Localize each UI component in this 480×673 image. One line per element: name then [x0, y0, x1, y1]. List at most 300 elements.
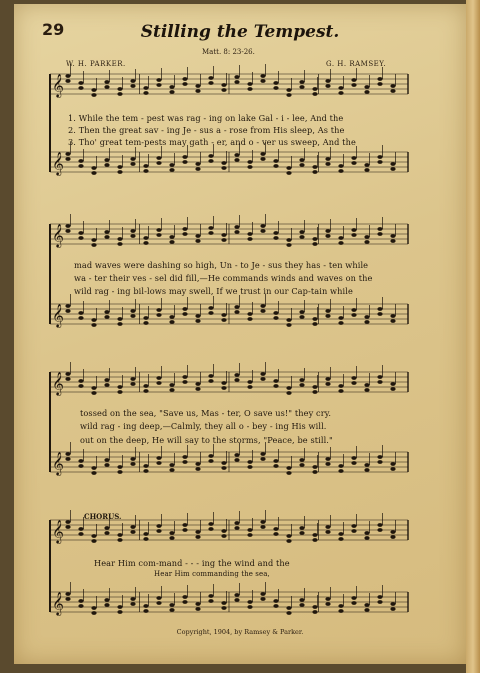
note-head: [260, 224, 265, 228]
note-head: [247, 533, 252, 537]
note-head: [364, 315, 369, 319]
note-head: [195, 84, 200, 88]
note-head: [286, 539, 291, 543]
note-head: [208, 226, 213, 230]
note-head: [195, 89, 200, 93]
note-head: [91, 534, 96, 538]
clef-icon: 𝄞: [52, 371, 64, 395]
note-head: [390, 319, 395, 323]
note-head: [273, 379, 278, 383]
note-head: [130, 382, 135, 386]
note-head: [260, 372, 265, 376]
note-head: [338, 236, 343, 240]
note-head: [299, 315, 304, 319]
note-head: [208, 379, 213, 383]
note-head: [130, 597, 135, 601]
note-head: [234, 225, 239, 229]
note-head: [91, 466, 96, 470]
note-head: [299, 383, 304, 387]
note-head: [351, 156, 356, 160]
note-head: [182, 460, 187, 464]
note-head: [325, 309, 330, 313]
note-head: [169, 603, 174, 607]
note-head: [104, 383, 109, 387]
note-head: [299, 310, 304, 314]
note-head: [286, 238, 291, 242]
note-head: [130, 377, 135, 381]
note-head: [286, 166, 291, 170]
note-head: [130, 314, 135, 318]
system-3-verse-2: wild rag - ing deep,—Calmly, they all o - bey - ing His will.: [80, 421, 327, 431]
note-head: [208, 454, 213, 458]
note-head: [156, 83, 161, 87]
note-head: [221, 381, 226, 385]
note-head: [130, 157, 135, 161]
note-head: [234, 526, 239, 530]
note-head: [156, 313, 161, 317]
note-head: [234, 521, 239, 525]
note-head: [78, 311, 83, 315]
note-head: [351, 524, 356, 528]
note-head: [78, 164, 83, 168]
note-head: [338, 86, 343, 90]
note-head: [247, 160, 252, 164]
note-head: [182, 375, 187, 379]
note-head: [260, 452, 265, 456]
note-head: [78, 81, 83, 85]
note-head: [390, 167, 395, 171]
note-head: [104, 158, 109, 162]
note-head: [169, 388, 174, 392]
note-head: [312, 87, 317, 91]
note-head: [390, 382, 395, 386]
note-head: [65, 309, 70, 313]
note-head: [325, 602, 330, 606]
note-head: [156, 161, 161, 165]
note-head: [312, 322, 317, 326]
note-head: [169, 531, 174, 535]
note-head: [130, 309, 135, 313]
note-head: [338, 321, 343, 325]
note-head: [156, 308, 161, 312]
note-head: [65, 229, 70, 233]
note-head: [78, 159, 83, 163]
note-head: [377, 523, 382, 527]
note-head: [169, 536, 174, 540]
note-head: [221, 466, 226, 470]
note-head: [338, 91, 343, 95]
note-head: [390, 239, 395, 243]
note-head: [364, 90, 369, 94]
note-head: [130, 462, 135, 466]
note-head: [221, 166, 226, 170]
note-head: [364, 608, 369, 612]
note-head: [195, 462, 200, 466]
note-head: [234, 598, 239, 602]
note-head: [208, 374, 213, 378]
adjacent-page-edge: [466, 0, 480, 673]
note-head: [364, 531, 369, 535]
note-head: [195, 467, 200, 471]
note-head: [299, 230, 304, 234]
note-head: [377, 600, 382, 604]
note-head: [377, 160, 382, 164]
note-head: [143, 389, 148, 393]
note-head: [247, 460, 252, 464]
note-head: [221, 233, 226, 237]
note-head: [156, 529, 161, 533]
note-head: [104, 458, 109, 462]
note-head: [182, 595, 187, 599]
note-head: [130, 525, 135, 529]
note-head: [234, 158, 239, 162]
note-head: [351, 456, 356, 460]
note-head: [325, 84, 330, 88]
note-head: [195, 162, 200, 166]
note-head: [299, 531, 304, 535]
clef-icon: 𝄞: [52, 451, 64, 475]
page-number: 29: [42, 20, 65, 39]
note-head: [208, 159, 213, 163]
note-head: [299, 235, 304, 239]
note-head: [130, 602, 135, 606]
note-head: [104, 531, 109, 535]
system-2-verse-2: wa - ter their ves - sel did fill,—He commands winds and waves on the: [74, 273, 373, 283]
note-head: [273, 81, 278, 85]
note-head: [221, 161, 226, 165]
note-head: [325, 234, 330, 238]
note-head: [312, 610, 317, 614]
note-head: [65, 597, 70, 601]
note-head: [143, 321, 148, 325]
note-head: [325, 314, 330, 318]
note-head: [377, 460, 382, 464]
note-head: [65, 377, 70, 381]
note-head: [312, 92, 317, 96]
note-head: [221, 386, 226, 390]
note-head: [169, 163, 174, 167]
note-head: [312, 170, 317, 174]
note-head: [208, 154, 213, 158]
note-head: [65, 592, 70, 596]
note-head: [247, 528, 252, 532]
note-head: [299, 526, 304, 530]
note-head: [260, 592, 265, 596]
note-head: [91, 391, 96, 395]
note-head: [195, 530, 200, 534]
note-head: [351, 83, 356, 87]
note-head: [247, 87, 252, 91]
note-head: [247, 317, 252, 321]
note-head: [299, 458, 304, 462]
note-head: [364, 85, 369, 89]
note-head: [208, 81, 213, 85]
note-head: [260, 157, 265, 161]
note-head: [208, 594, 213, 598]
note-head: [195, 535, 200, 539]
note-head: [247, 232, 252, 236]
note-head: [273, 236, 278, 240]
note-head: [312, 237, 317, 241]
note-head: [377, 595, 382, 599]
note-head: [182, 77, 187, 81]
note-head: [195, 319, 200, 323]
note-head: [273, 532, 278, 536]
note-head: [247, 380, 252, 384]
note-head: [91, 166, 96, 170]
note-head: [221, 238, 226, 242]
note-head: [65, 224, 70, 228]
note-head: [286, 93, 291, 97]
note-head: [117, 538, 122, 542]
note-head: [338, 316, 343, 320]
note-head: [299, 85, 304, 89]
chorus-label: CHORUS.: [84, 512, 122, 521]
note-head: [143, 384, 148, 388]
note-head: [91, 88, 96, 92]
note-head: [299, 598, 304, 602]
note-head: [91, 606, 96, 610]
note-head: [299, 80, 304, 84]
note-head: [208, 306, 213, 310]
note-head: [234, 378, 239, 382]
note-head: [156, 376, 161, 380]
note-head: [143, 537, 148, 541]
note-head: [351, 596, 356, 600]
clef-icon: 𝄞: [52, 519, 64, 543]
note-head: [364, 320, 369, 324]
note-head: [221, 461, 226, 465]
note-head: [390, 314, 395, 318]
note-head: [169, 235, 174, 239]
system-3-verse-1: tossed on the sea, "Save us, Mas - ter, O save us!" they cry.: [80, 408, 332, 418]
note-head: [273, 604, 278, 608]
note-head: [377, 77, 382, 81]
note-head: [234, 310, 239, 314]
note-head: [273, 316, 278, 320]
note-head: [364, 235, 369, 239]
note-head: [221, 318, 226, 322]
note-head: [390, 535, 395, 539]
note-head: [65, 457, 70, 461]
note-head: [299, 158, 304, 162]
note-head: [260, 457, 265, 461]
note-head: [377, 227, 382, 231]
note-head: [338, 464, 343, 468]
note-head: [78, 464, 83, 468]
note-head: [78, 86, 83, 90]
note-head: [234, 453, 239, 457]
note-head: [273, 86, 278, 90]
note-head: [260, 152, 265, 156]
note-head: [351, 376, 356, 380]
note-head: [390, 89, 395, 93]
note-head: [117, 465, 122, 469]
note-head: [221, 313, 226, 317]
note-head: [338, 389, 343, 393]
note-head: [208, 311, 213, 315]
note-head: [325, 229, 330, 233]
note-head: [390, 387, 395, 391]
note-head: [143, 91, 148, 95]
note-head: [195, 382, 200, 386]
note-head: [117, 470, 122, 474]
note-head: [273, 231, 278, 235]
note-head: [273, 384, 278, 388]
note-head: [65, 525, 70, 529]
note-head: [104, 463, 109, 467]
note-head: [104, 85, 109, 89]
note-head: [104, 310, 109, 314]
note-head: [91, 539, 96, 543]
note-head: [195, 239, 200, 243]
note-head: [156, 156, 161, 160]
note-head: [351, 78, 356, 82]
note-head: [78, 384, 83, 388]
note-head: [260, 597, 265, 601]
note-head: [156, 456, 161, 460]
note-head: [299, 163, 304, 167]
note-head: [221, 88, 226, 92]
note-head: [182, 455, 187, 459]
note-head: [273, 311, 278, 315]
note-head: [325, 462, 330, 466]
note-head: [351, 529, 356, 533]
note-head: [364, 163, 369, 167]
note-head: [182, 232, 187, 236]
note-head: [78, 236, 83, 240]
note-head: [273, 159, 278, 163]
note-head: [234, 80, 239, 84]
note-head: [338, 537, 343, 541]
hymn-title: Stilling the Tempest.: [140, 22, 340, 42]
note-head: [312, 385, 317, 389]
note-head: [208, 522, 213, 526]
note-head: [247, 600, 252, 604]
note-head: [78, 532, 83, 536]
note-head: [65, 452, 70, 456]
scripture-reference: Matt. 8: 23-26.: [202, 48, 255, 56]
note-head: [117, 322, 122, 326]
note-head: [104, 315, 109, 319]
note-head: [104, 235, 109, 239]
note-head: [130, 84, 135, 88]
note-head: [195, 314, 200, 318]
system-1-verse-3: 3. Tho' great tem-pests may gath - er, and o - ver us sweep, And the: [68, 137, 356, 147]
note-head: [338, 609, 343, 613]
note-head: [104, 163, 109, 167]
note-head: [234, 230, 239, 234]
note-head: [117, 385, 122, 389]
note-head: [65, 157, 70, 161]
note-head: [143, 241, 148, 245]
note-head: [130, 234, 135, 238]
note-head: [117, 390, 122, 394]
note-head: [78, 459, 83, 463]
note-head: [143, 169, 148, 173]
note-head: [247, 385, 252, 389]
note-head: [130, 457, 135, 461]
note-head: [351, 313, 356, 317]
hymn-page: [14, 4, 466, 664]
note-head: [130, 79, 135, 83]
note-head: [377, 380, 382, 384]
note-head: [195, 167, 200, 171]
note-head: [234, 373, 239, 377]
note-head: [338, 241, 343, 245]
clef-icon: 𝄞: [52, 151, 64, 175]
note-head: [286, 386, 291, 390]
note-head: [91, 243, 96, 247]
note-head: [78, 316, 83, 320]
note-head: [312, 465, 317, 469]
note-head: [117, 610, 122, 614]
note-head: [78, 379, 83, 383]
author-credit: W. H. PARKER.: [66, 60, 126, 68]
note-head: [117, 533, 122, 537]
note-head: [286, 466, 291, 470]
note-head: [156, 381, 161, 385]
note-head: [338, 164, 343, 168]
note-head: [91, 171, 96, 175]
note-head: [208, 527, 213, 531]
note-head: [195, 387, 200, 391]
note-head: [169, 320, 174, 324]
system-1-verse-2: 2. Then the great sav - ing Je - sus a - rose from His sleep, As the: [68, 125, 345, 135]
note-head: [221, 534, 226, 538]
note-head: [364, 388, 369, 392]
note-head: [377, 232, 382, 236]
note-head: [65, 372, 70, 376]
note-head: [299, 463, 304, 467]
note-head: [325, 597, 330, 601]
note-head: [364, 383, 369, 387]
chorus-lyric: Hear Him com-mand - - - ing the wind and the: [94, 558, 290, 568]
note-head: [377, 312, 382, 316]
system-2-verse-3: wild rag - ing bil-lows may swell, If we trust in our Cap-tain while: [74, 286, 353, 296]
note-head: [260, 74, 265, 78]
note-head: [169, 85, 174, 89]
note-head: [65, 79, 70, 83]
system-2-verse-1: mad waves were dashing so high, Un - to Je - sus they has - ten while: [74, 260, 369, 270]
note-head: [351, 308, 356, 312]
note-head: [312, 533, 317, 537]
note-head: [117, 87, 122, 91]
note-head: [169, 468, 174, 472]
note-head: [286, 323, 291, 327]
note-head: [351, 161, 356, 165]
note-head: [104, 598, 109, 602]
note-head: [169, 608, 174, 612]
note-head: [169, 240, 174, 244]
note-head: [299, 378, 304, 382]
note-head: [390, 607, 395, 611]
note-head: [169, 168, 174, 172]
note-head: [312, 317, 317, 321]
note-head: [351, 233, 356, 237]
note-head: [273, 599, 278, 603]
note-head: [325, 377, 330, 381]
note-head: [130, 229, 135, 233]
note-head: [208, 76, 213, 80]
note-head: [221, 83, 226, 87]
note-head: [390, 162, 395, 166]
note-head: [221, 606, 226, 610]
note-head: [351, 228, 356, 232]
note-head: [260, 520, 265, 524]
note-head: [364, 536, 369, 540]
note-head: [325, 157, 330, 161]
